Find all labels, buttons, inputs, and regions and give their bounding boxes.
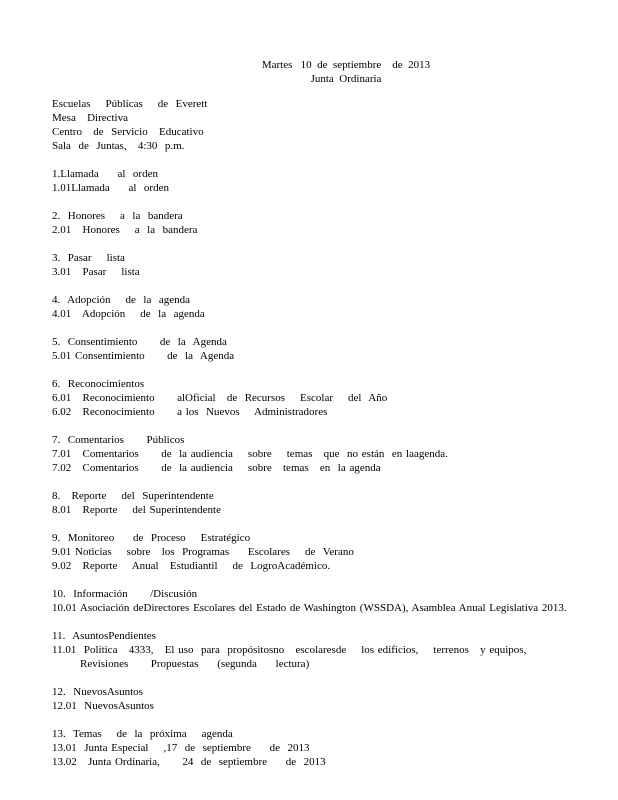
- room-time: Sala de Juntas, 4:30 p.m.: [52, 140, 185, 152]
- agenda-body: [52, 97, 572, 769]
- agenda-item: 12.01 NuevosAsuntos: [52, 700, 154, 712]
- section-title: 4. Adopción de la agenda: [52, 294, 190, 306]
- section-title: 8. Reporte del Superintendente: [52, 490, 214, 502]
- agenda-item: 7.01 Comentarios de la audiencia sobre temas que no están en laagenda.: [52, 448, 448, 460]
- section-title: 11. AsuntosPendientes: [52, 630, 156, 642]
- agenda-item: 3.01 Pasar lista: [52, 266, 140, 278]
- agenda-item: 7.02 Comentarios de la audiencia sobre temas en la agenda: [52, 462, 381, 474]
- board-name: Mesa Directiva: [52, 112, 128, 124]
- agenda-item: 1.01Llamada al orden: [52, 182, 169, 194]
- meeting-type: Junta Ordinaria: [310, 73, 382, 85]
- spacer: [52, 237, 572, 251]
- section-title: 6. Reconocimientos: [52, 378, 145, 390]
- agenda-item: 10.01 Asociación deDirectores Escolares del Estado de Washington (WSSDA), Asamblea Anual Legislativa 2013.: [52, 602, 567, 614]
- agenda-item: 13.02 Junta Ordinaria, 24 de septiembre de 2013: [52, 756, 326, 768]
- agenda-header: [0, 58, 618, 86]
- org-name: Escuelas Públicas de Everett: [52, 98, 208, 110]
- spacer: [52, 195, 572, 209]
- agenda-item: 6.01 Reconocimiento alOficial de Recursos Escolar del Año: [52, 392, 388, 404]
- agenda-item: 9.01 Noticias sobre los Programas Escolares de Verano: [52, 546, 354, 558]
- section-title: 12. NuevosAsuntos: [52, 686, 143, 698]
- section-title: 1.Llamada al orden: [52, 168, 158, 180]
- section-title: 5. Consentimiento de la Agenda: [52, 336, 227, 348]
- center-name: Centro de Servicio Educativo: [52, 126, 204, 138]
- agenda-item: 5.01 Consentimiento de la Agenda: [52, 350, 235, 362]
- agenda-item: 2.01 Honores a la bandera: [52, 224, 198, 236]
- spacer: [52, 573, 572, 587]
- agenda-item: 11.01 Política 4333, El uso para propósitosno escolaresde los edificios, terrenos y equipos,: [52, 644, 527, 656]
- agenda-item-continuation: Revisiones Propuestas (segunda lectura): [80, 658, 310, 670]
- spacer: [52, 713, 572, 727]
- section-title: 7. Comentarios Públicos: [52, 434, 185, 446]
- meeting-date: Martes 10 de septiembre de 2013: [261, 59, 431, 71]
- spacer: [52, 363, 572, 377]
- spacer: [52, 517, 572, 531]
- section-title: 2. Honores a la bandera: [52, 210, 183, 222]
- section-title: 13. Temas de la próxima agenda: [52, 728, 233, 740]
- section-title: 9. Monitoreo de Proceso Estratégico: [52, 532, 251, 544]
- spacer: [52, 321, 572, 335]
- section-title: 3. Pasar lista: [52, 252, 125, 264]
- spacer: [52, 671, 572, 685]
- spacer: [52, 279, 572, 293]
- spacer: [52, 615, 572, 629]
- agenda-item: 13.01 Junta Especial ,17 de septiembre de 2013: [52, 742, 310, 754]
- spacer: [52, 153, 572, 167]
- spacer: [52, 475, 572, 489]
- spacer: [52, 419, 572, 433]
- agenda-item: 8.01 Reporte del Superintendente: [52, 504, 221, 516]
- agenda-item: 4.01 Adopción de la agenda: [52, 308, 205, 320]
- section-title: 10. Información /Discusión: [52, 588, 198, 600]
- agenda-item: 9.02 Reporte Anual Estudiantil de LogroAcadémico.: [52, 560, 331, 572]
- agenda-item: 6.02 Reconocimiento a los Nuevos Administradores: [52, 406, 328, 418]
